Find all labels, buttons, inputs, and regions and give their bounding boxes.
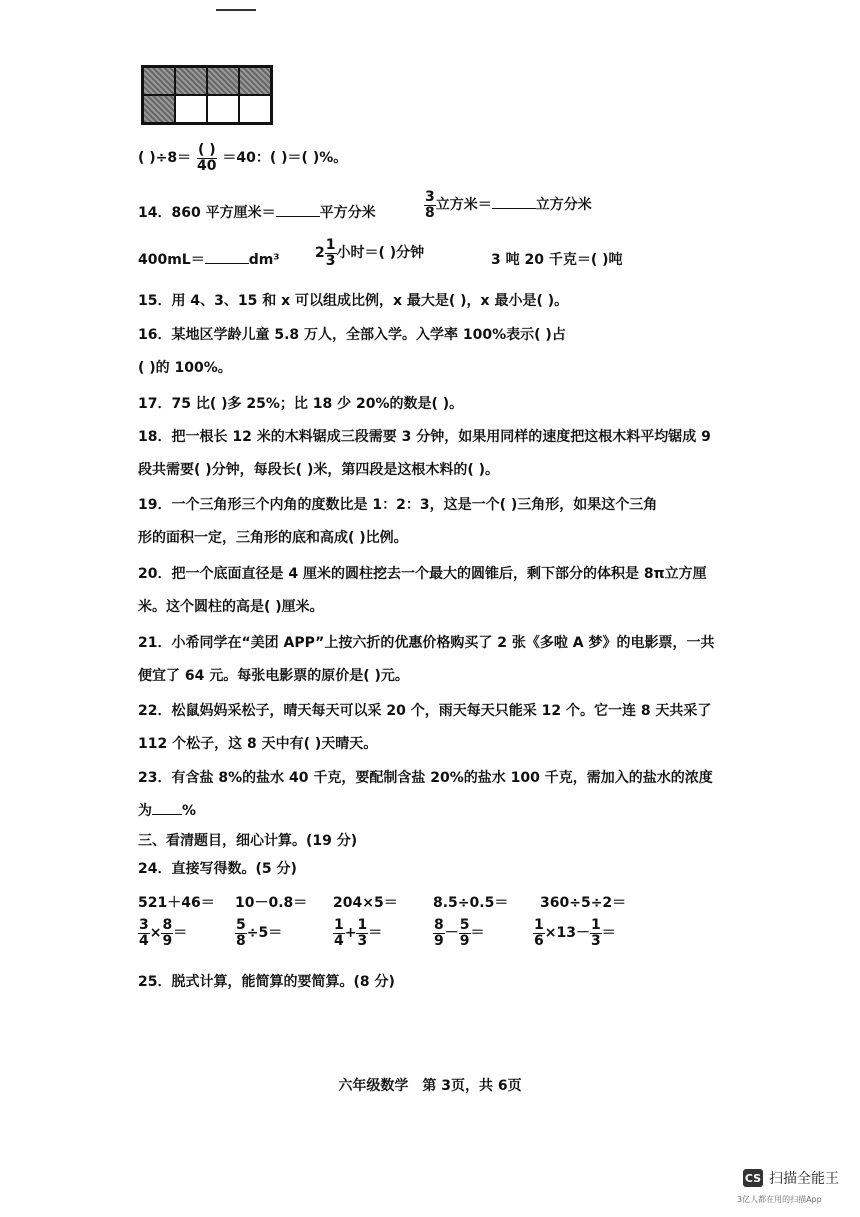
calc-fraction-item: $\frac{1}{4}$ + $\frac{1}{3}$ ＝ [334, 917, 383, 949]
fraction: $\frac{( )}{40}$ [197, 142, 217, 174]
calc-item: 360÷5÷2＝ [540, 895, 627, 911]
question-20-line-2: 米。这个圆柱的高是( )厘米。 [138, 599, 324, 615]
question-14-line-2c: 3 吨 20 千克＝( )吨 [491, 252, 623, 268]
question-14-line-1b: $\frac{3}{8}$ 立方米＝ 立方分米 [425, 189, 592, 221]
question-20-line-1: 20．把一个底面直径是 4 厘米的圆柱挖去一个最大的圆锥后，剩下部分的体积是 8π立方厘 [138, 566, 707, 582]
top-rule [216, 9, 256, 11]
calc-item: 521＋46＝ [138, 895, 215, 911]
calc-fraction-item: $\frac{1}{6}$ ×13－ $\frac{1}{3}$ ＝ [534, 917, 616, 949]
scanner-watermark [743, 1168, 839, 1188]
scanner-name: 扫描全能王 [769, 1171, 839, 1187]
calc-fraction-item: $\frac{5}{8}$ ÷5＝ [236, 917, 283, 949]
question-23-line-2: 为 % [138, 803, 197, 819]
question-15: 15．用 4、3、15 和 x 可以组成比例，x 最大是( )，x 最小是( )。 [138, 293, 569, 309]
question-23-line-1: 23．有含盐 8%的盐水 40 千克，要配制含盐 20%的盐水 100 千克，需加入的盐水的浓度 [138, 770, 713, 786]
question-16-line-2: ( )的 100%。 [138, 360, 232, 376]
question-17: 17．75 比( )多 25%；比 18 少 20%的数是( )。 [138, 396, 464, 412]
fraction: $\frac{3}{8}$ [425, 189, 435, 221]
question-19-line-2: 形的面积一定，三角形的底和高成( )比例。 [138, 530, 408, 546]
page-footer: 六年级数学 第 3页，共 6页 [338, 1078, 522, 1094]
calc-item: 204×5＝ [333, 895, 398, 911]
question-16-line-1: 16．某地区学龄儿童 5.8 万人，全部入学。入学率 100%表示( )占 [138, 327, 566, 343]
question-19-line-1: 19．一个三角形三个内角的度数比是 1：2：3，这是一个( )三角形，如果这个三角 [138, 497, 658, 513]
question-14-line-2: 400mL＝ dm³ [138, 252, 280, 268]
question-18-line-1: 18．把一根长 12 米的木料锯成三段需要 3 分钟，如果用同样的速度把这根木料平均锯成 9 [138, 429, 711, 445]
question-18-line-2: 段共需要( )分钟，每段长( )米，第四段是这根木料的( )。 [138, 462, 500, 478]
question-21-line-2: 便宜了 64 元。每张电影票的原价是( )元。 [138, 668, 409, 684]
question-14-line-1: 14．860 平方厘米＝ 平方分米 [138, 205, 376, 221]
question-14-line-2b: 2 $\frac{1}{3}$ 小时＝( )分钟 [315, 237, 425, 269]
question-25: 25．脱式计算，能简算的要简算。(8 分) [138, 974, 395, 990]
question-22-line-2: 112 个松子，这 8 天中有( )天晴天。 [138, 736, 378, 752]
calc-fraction-item: $\frac{8}{9}$ － $\frac{5}{9}$ ＝ [434, 917, 485, 949]
question-22-line-1: 22．松鼠妈妈采松子，晴天每天可以采 20 个，雨天每天只能采 12 个。它一连 8 天共采了 [138, 703, 712, 719]
cs-logo-icon: CS [743, 1169, 763, 1187]
section-3-title: 三、看清题目，细心计算。(19 分) [138, 833, 358, 849]
fraction: $\frac{1}{3}$ [325, 237, 336, 269]
score-grid [141, 65, 273, 125]
scanner-tagline: 3亿人都在用的扫描App [737, 1195, 822, 1204]
question-24: 24．直接写得数。(5 分) [138, 861, 297, 877]
question-21-line-1: 21．小希同学在“美团 APP”上按六折的优惠价格购买了 2 张《多啦 A 梦》的电影票，一共 [138, 635, 715, 651]
calc-item: 8.5÷0.5＝ [433, 895, 509, 911]
calc-item: 10－0.8＝ [235, 895, 308, 911]
calc-fraction-item: $\frac{3}{4}$ × $\frac{8}{9}$ ＝ [139, 917, 188, 949]
question-13: ( )÷8＝ $\frac{( )}{40}$ ＝40：( )＝( )%。 [138, 142, 348, 174]
